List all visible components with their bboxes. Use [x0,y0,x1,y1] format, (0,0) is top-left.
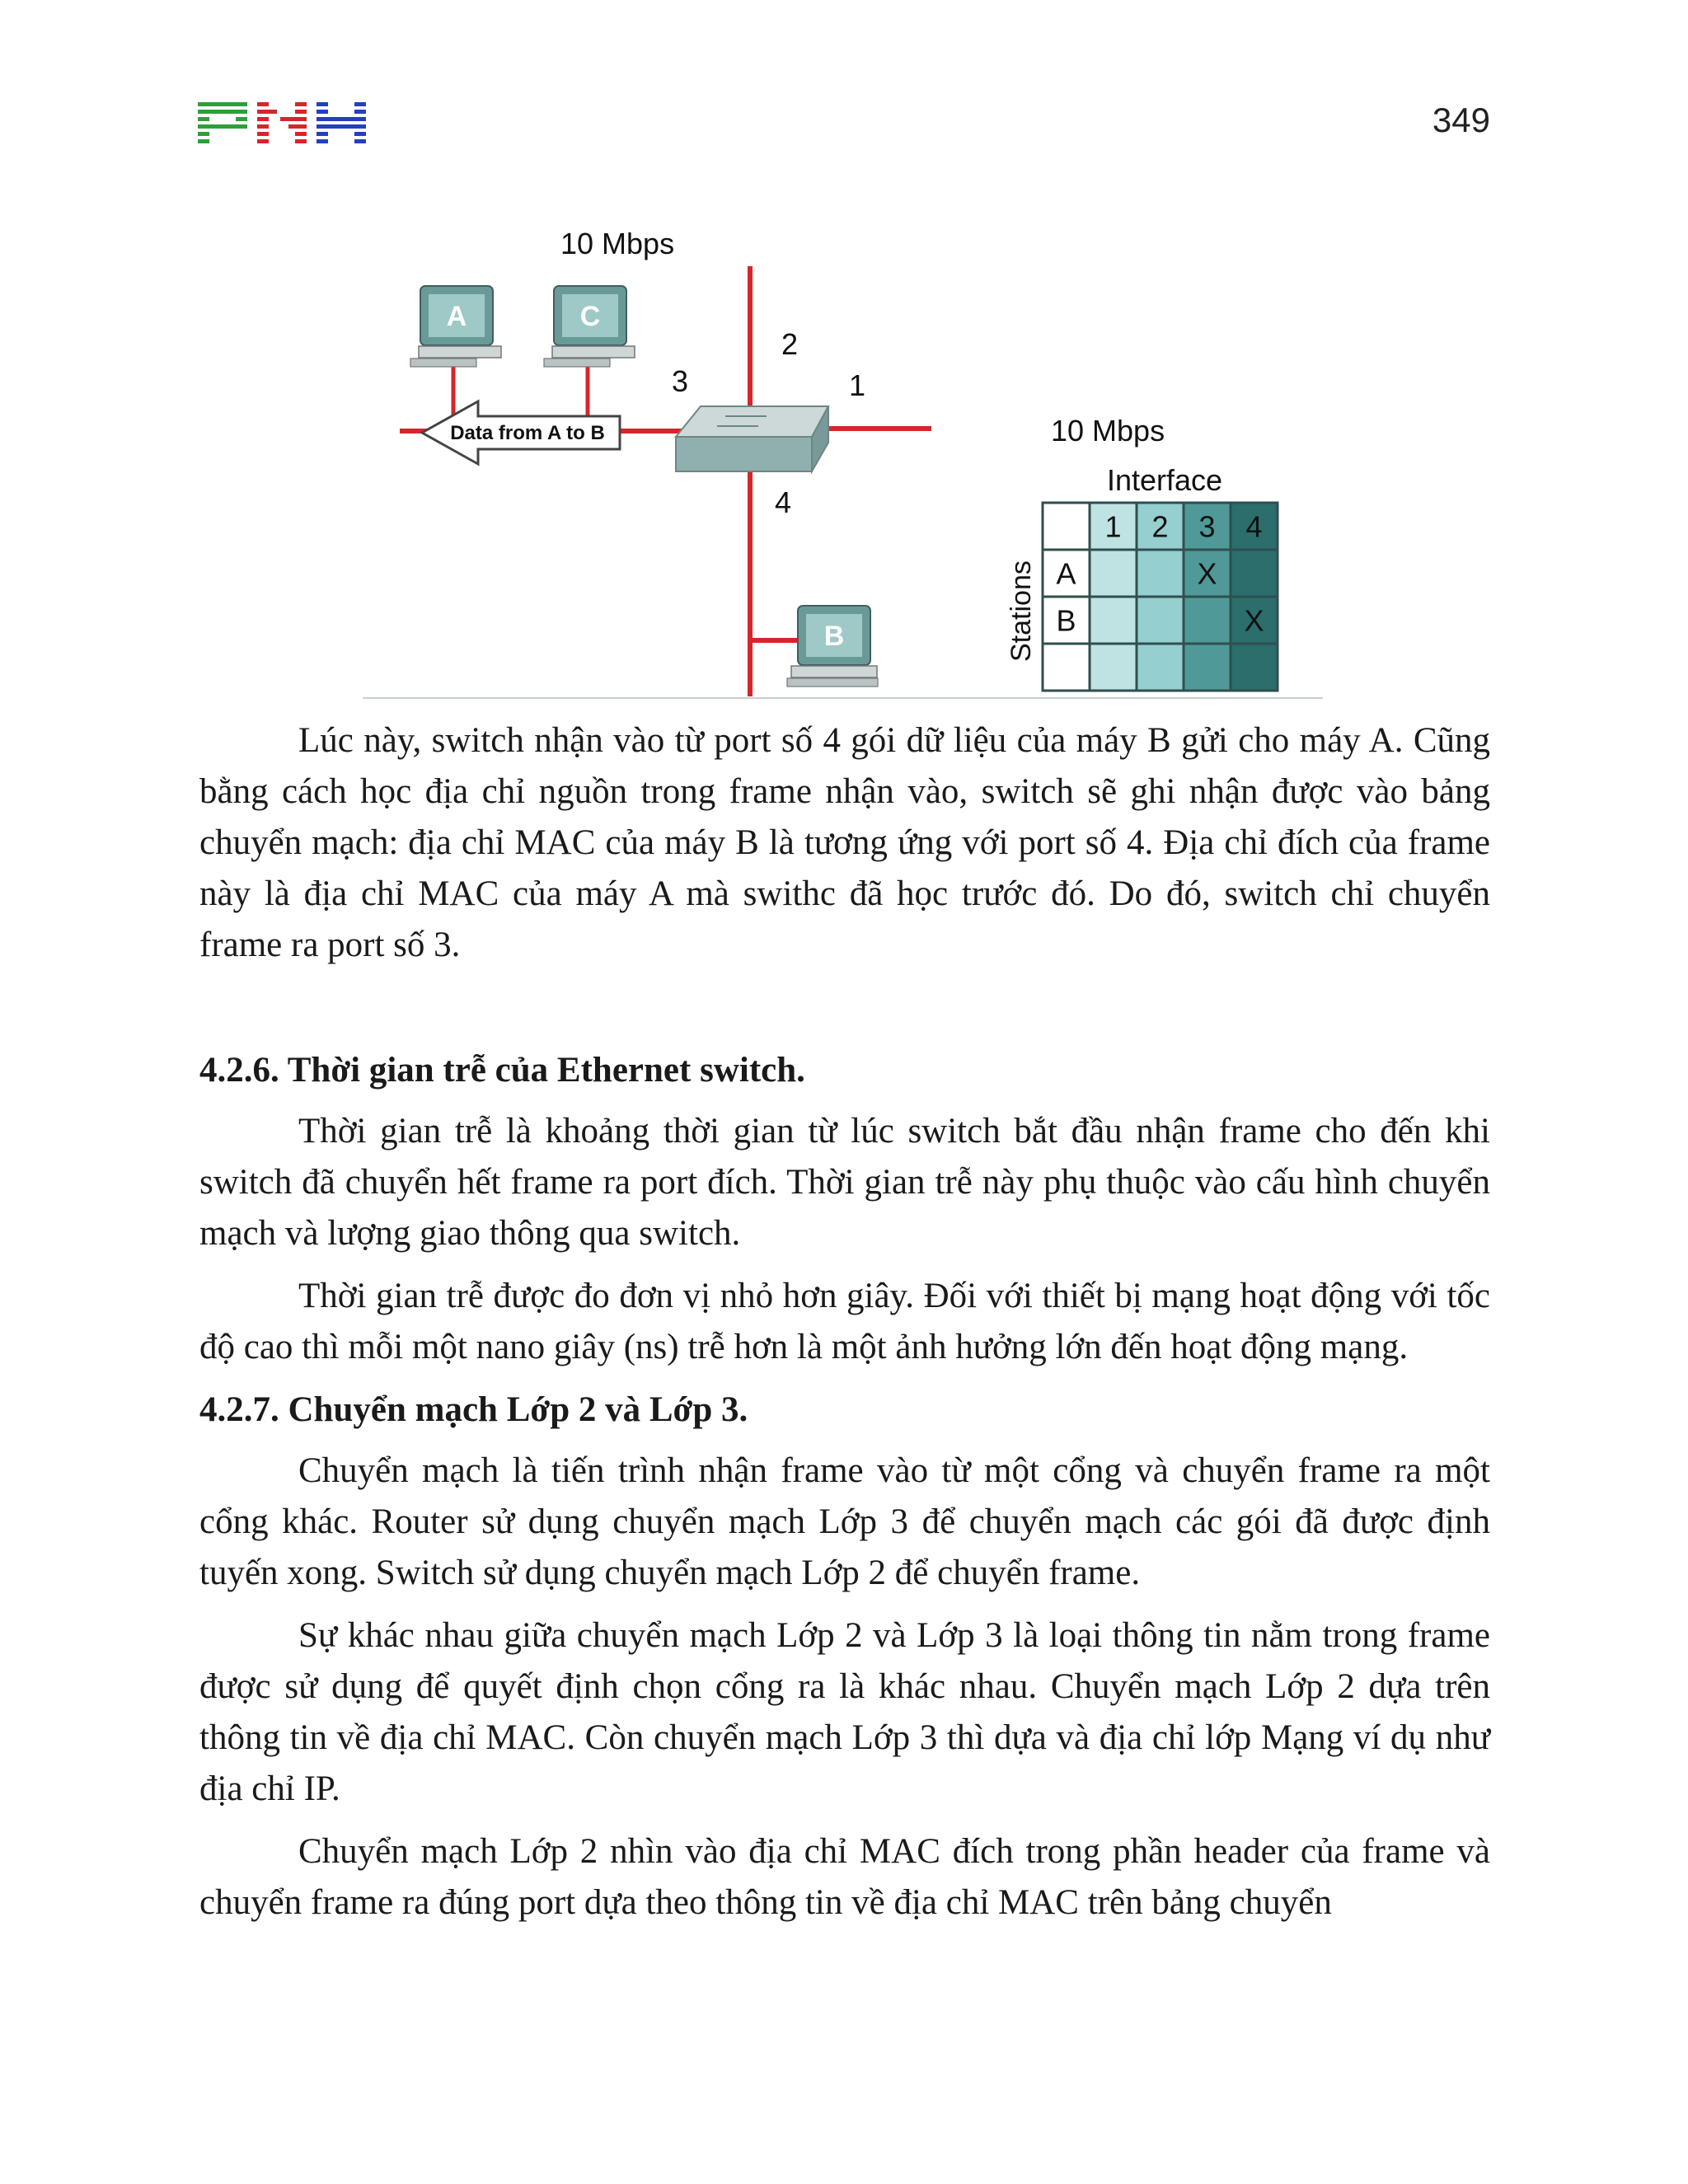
mac-table-cell [1043,644,1090,691]
station-a-label: A [446,301,467,332]
mac-table-col-header: 2 [1151,509,1169,544]
paragraph-layer2-vs-layer3: Sự khác nhau giữa chuyển mạch Lớp 2 và Lớp 3 là loại thông tin nằm trong frame được sử dụng để quyết định chọn cổng ra là khác nhau. Chuyển mạch Lớp 2 dựa trên thông tin về địa chỉ MAC. Còn chuyển mạch Lớp 3 thì dựa và địa chỉ lớp Mạng ví dụ như địa chỉ IP. [199,1616,1490,1808]
computer-c-icon [544,286,635,367]
computer-b-icon [787,606,878,687]
mac-table-mark: X [1197,556,1217,591]
computer-a-icon [410,286,501,367]
paragraph-latency-units: Thời gian trễ được đo đơn vị nhỏ hơn giây. Đối với thiết bị mạng hoạt động với tốc độ cao thì mỗi một nano giây (ns) trễ hơn là một ảnh hưởng lớn đến hoạt động mạng. [199,1277,1490,1366]
port-3-label: 3 [672,364,689,398]
mac-table-cell [1231,550,1278,597]
mac-table-cell [1090,597,1137,644]
switch-diagram [363,218,1327,705]
mac-table-col-header: 3 [1198,509,1216,544]
speed-top: 10 Mbps [560,227,675,260]
mac-table-cell [1090,644,1137,691]
paragraph-switching-definition: Chuyển mạch là tiến trình nhận frame vào từ một cổng và chuyển frame ra một cổng khác. Router sử dụng chuyển mạch Lớp 3 để chuyển mạch các gói đã được định tuyến xong. Switch sử dụng chuyển mạch Lớp 2 để chuyển frame. [199,1451,1490,1592]
mac-table-row-header: A [1056,556,1076,591]
port-1-label: 1 [849,368,866,402]
mac-table-cell [1231,644,1278,691]
mac-table-mark: X [1244,603,1264,638]
mac-table-cell [1184,597,1231,644]
mac-table-col-header: 1 [1104,509,1122,544]
pnh-logo [198,101,367,147]
mac-table-col-header: 4 [1245,509,1263,544]
paragraph-switch-learns-b: Lúc này, switch nhận vào từ port số 4 gói dữ liệu của máy B gửi cho máy A. Cũng bằng cách học địa chỉ nguồn trong frame nhận vào, switch sẽ ghi nhận được vào bảng chuyển mạch: địa chỉ MAC của máy B là tương ứng với port số 4. Địa chỉ đích của frame này là địa chỉ MAC của máy A mà swithc đã học trước đó. Do đó, switch chỉ chuyển frame ra port số 3. [199,721,1490,964]
mac-table-cell [1137,550,1184,597]
mac-table-cell [1090,550,1137,597]
section-heading-4-2-7: 4.2.7. Chuyển mạch Lớp 2 và Lớp 3. [199,1390,748,1429]
section-heading-4-2-6: 4.2.6. Thời gian trễ của Ethernet switch. [199,1051,805,1090]
mac-table-cell [1137,644,1184,691]
switch-icon [676,406,828,471]
page-number: 349 [1432,101,1490,139]
port-2-label: 2 [781,327,799,361]
arrow-label: Data from A to B [450,422,605,444]
station-b-label: B [823,621,845,652]
table-title: Interface [1107,463,1223,497]
mac-table-cell [1043,503,1090,550]
paragraph-latency-definition: Thời gian trễ là khoảng thời gian từ lúc switch bắt đầu nhận frame cho đến khi switch đã chuyển hết frame ra port đích. Thời gian trễ này phụ thuộc vào cấu hình chuyển mạch và lượng giao thông qua switch. [199,1112,1490,1253]
mac-table-row-header: B [1056,603,1076,638]
speed-table: 10 Mbps [1051,414,1165,448]
stations-axis-label: Stations [1006,560,1037,662]
station-c-label: C [579,301,601,332]
paragraph-layer2-mac: Chuyển mạch Lớp 2 nhìn vào địa chỉ MAC đích trong phần header của frame và chuyển frame ra đúng port dựa theo thông tin về địa chỉ MAC trên bảng chuyển [199,1832,1490,1922]
port-4-label: 4 [775,485,792,519]
mac-table [1043,503,1278,691]
mac-table-cell [1184,644,1231,691]
mac-table-cell [1137,597,1184,644]
page-content [199,715,1490,1929]
